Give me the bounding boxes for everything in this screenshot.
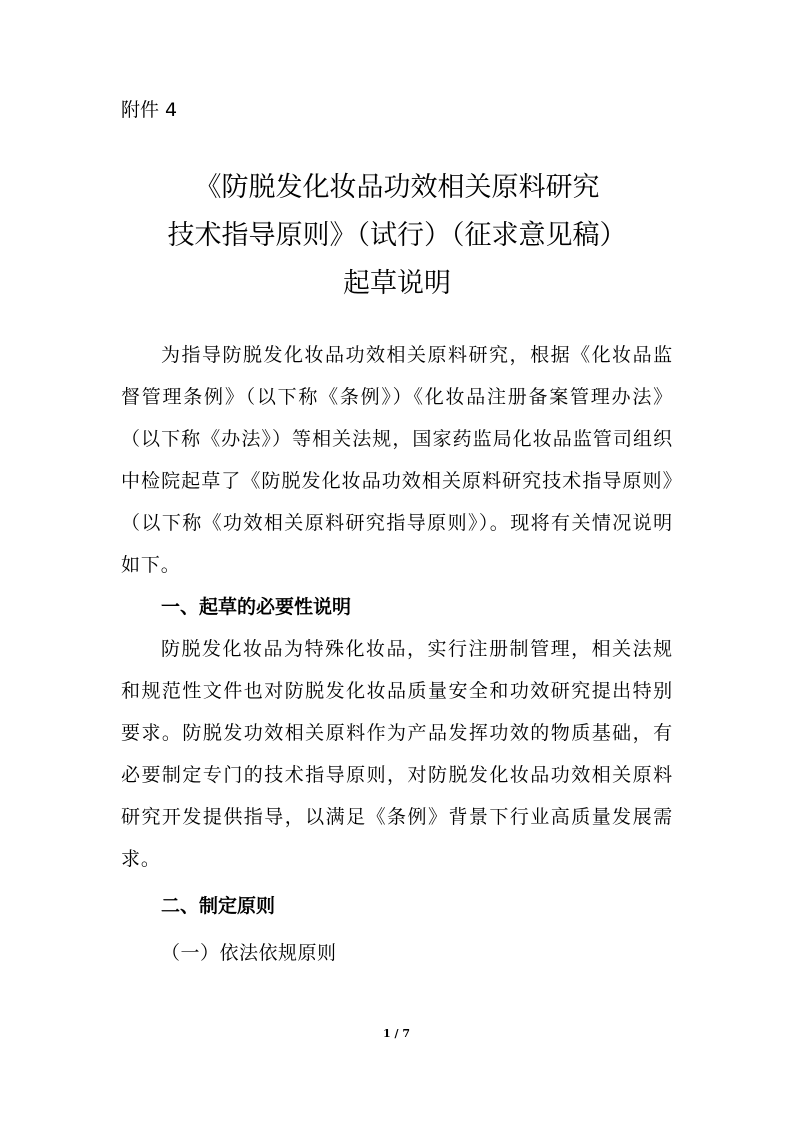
attachment-label: 附件 4 — [121, 99, 178, 121]
title-line-3: 起草说明 — [343, 268, 451, 299]
title-line-1: 《防脱发化妆品功效相关原料研究 — [194, 172, 600, 203]
page-number: 1 / 7 — [383, 1027, 410, 1040]
section1-paragraph: 防脱发化妆品为特殊化妆品，实行注册制管理，相关法规和规范性文件也对防脱发化妆品质量安全和功效研究提出特别要求。防脱发功效相关原料作为产品发挥功效的物质基础，有必要制定专门的技术指导原则，对防脱发化妆品功效相关原料研究开发提供指导，以满足《条例》背景下行业高质量发展需求。 — [121, 638, 673, 870]
document-body — [121, 334, 673, 976]
intro-paragraph: 为指导防脱发化妆品功效相关原料研究，根据《化妆品监督管理条例》（以下称《条例》）《化妆品注册备案管理办法》（以下称《办法》）等相关法规，国家药监局化妆品监管司组织中检院起草了《防脱发化妆品功效相关原料研究技术指导原则》（以下称《功效相关原料研究指导原则》）。现将有关情况说明如下。 — [121, 344, 673, 576]
section2-heading: 二、制定原则 — [161, 895, 276, 917]
section1-heading: 一、起草的必要性说明 — [161, 596, 352, 618]
title-line-2: 技术指导原则》（试行）（征求意见稿） — [167, 220, 627, 251]
section2-subheading: （一）依法依规原则 — [161, 942, 337, 964]
document-title — [121, 164, 673, 308]
